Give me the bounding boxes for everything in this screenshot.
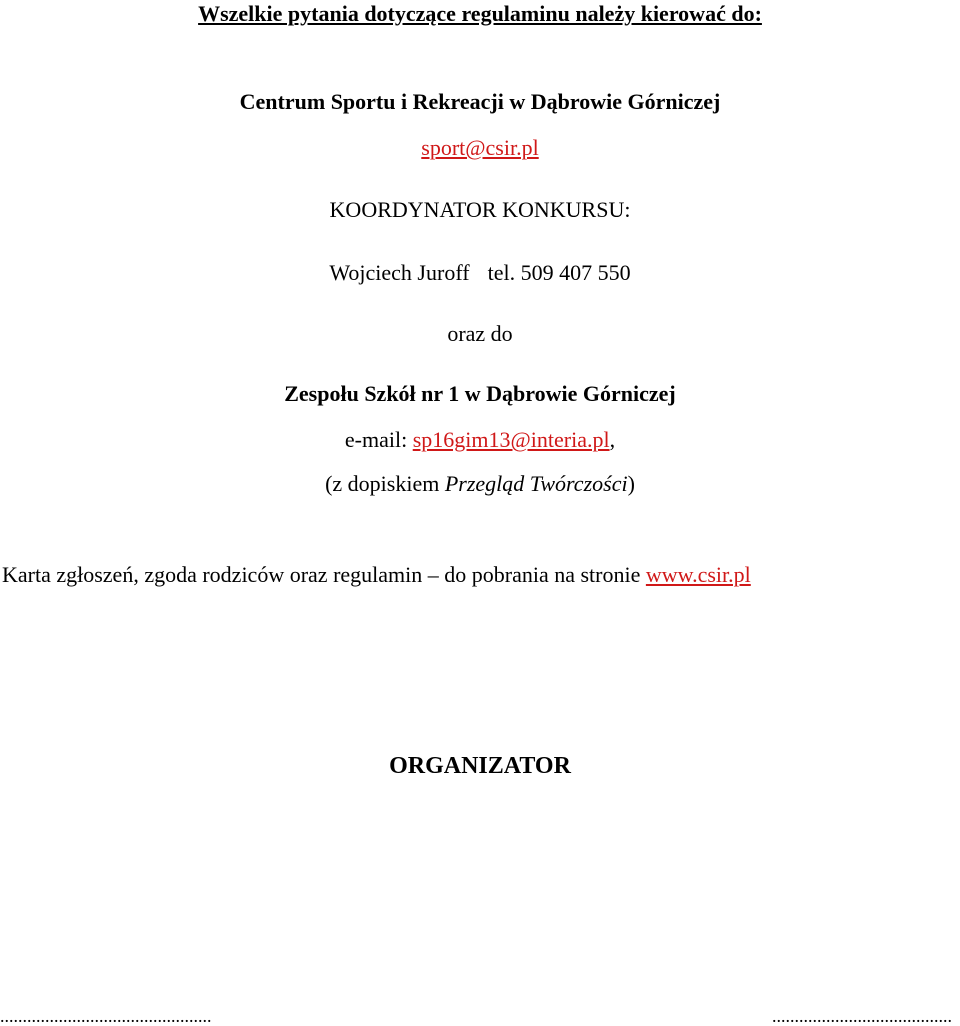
download-info-text: Karta zgłoszeń, zgoda rodziców oraz regulamin – do pobrania na stronie	[2, 562, 646, 587]
note-open: (z dopiskiem	[325, 471, 445, 496]
email-link-csir[interactable]: sport@csir.pl	[421, 135, 539, 160]
oraz-text: oraz do	[447, 321, 513, 346]
note-close: )	[627, 471, 635, 496]
coordinator-line	[0, 259, 960, 287]
organizer-heading: ORGANIZATOR	[389, 753, 571, 779]
coordinator-name: Wojciech Juroff	[329, 260, 470, 285]
email-prefix: e-mail:	[344, 427, 413, 452]
download-info-line	[2, 561, 958, 589]
email-line-csir	[0, 134, 960, 162]
coordinator-label: KOORDYNATOR KONKURSU:	[329, 197, 631, 222]
note-italic: Przegląd Twórczości	[444, 471, 628, 496]
signature-line-right: ........................................	[772, 1006, 952, 1026]
email-suffix: ,	[609, 427, 616, 452]
note-line	[0, 470, 960, 498]
email-link-school[interactable]: sp16gim13@interia.pl	[412, 427, 610, 452]
website-link[interactable]: www.csir.pl	[645, 562, 751, 587]
institution-csir: Centrum Sportu i Rekreacji w Dąbrowie Górniczej	[239, 89, 721, 114]
coordinator-phone: tel. 509 407 550	[487, 260, 631, 285]
institution-school: Zespołu Szkół nr 1 w Dąbrowie Górniczej	[284, 381, 676, 406]
page-heading: Wszelkie pytania dotyczące regulaminu należy kierować do:	[198, 1, 762, 26]
email-line-school	[0, 426, 960, 454]
signature-line-left: ...............................................	[0, 1006, 212, 1026]
